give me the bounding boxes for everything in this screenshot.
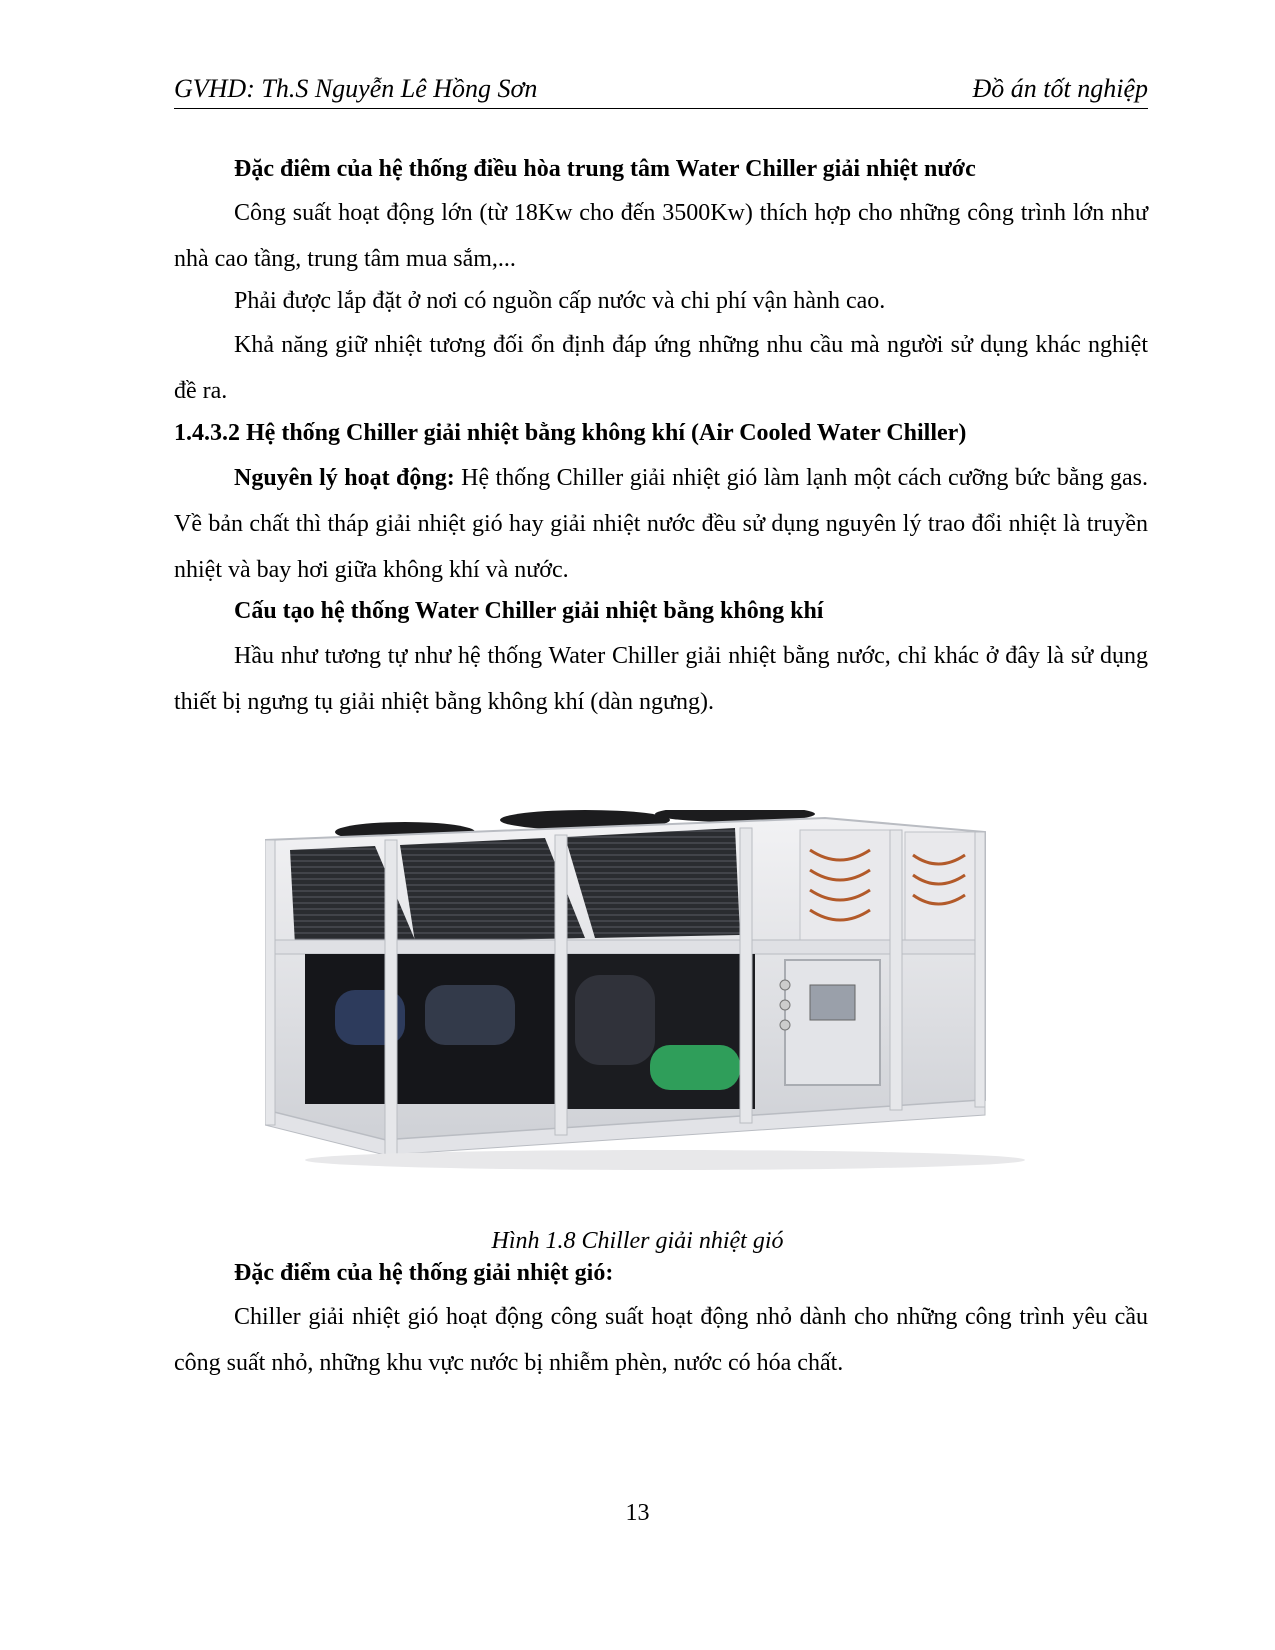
header-advisor: GVHD: Th.S Nguyễn Lê Hồng Sơn <box>174 74 538 103</box>
header-doc-type: Đồ án tốt nghiệp <box>972 74 1148 103</box>
heading-air-cooled-features: Đặc điểm của hệ thống giải nhiệt gió: <box>234 1260 614 1286</box>
heading-water-chiller-features: Đặc điêm của hệ thống điều hòa trung tâm Water Chiller giải nhiệt nước <box>234 156 976 182</box>
paragraph-principle <box>174 455 1148 593</box>
paragraph-capacity: Công suất hoạt động lớn (từ 18Kw cho đến 3500Kw) thích hợp cho những công trình lớn như nhà cao tầng, trung tâm mua sắm,... <box>174 200 1148 272</box>
chiller-image <box>265 810 1080 1180</box>
heading-structure: Cấu tạo hệ thống Water Chiller giải nhiệt bằng không khí <box>234 598 824 624</box>
paragraph-air-cooled: Chiller giải nhiệt gió hoạt động công suất hoạt động nhỏ dành cho những công trình yêu cầu công suất nhỏ, những khu vực nước bị nhiễm phèn, nước có hóa chất. <box>174 1304 1148 1376</box>
paragraph-structure: Hầu như tương tự như hệ thống Water Chiller giải nhiệt bằng nước, chỉ khác ở đây là sử dụng thiết bị ngưng tụ giải nhiệt bằng không khí (dàn ngưng). <box>174 643 1148 715</box>
page-header <box>174 72 1148 109</box>
paragraph-stability: Khả năng giữ nhiệt tương đối ổn định đáp ứng những nhu cầu mà người sử dụng khác nghiệt đề ra. <box>174 332 1148 404</box>
principle-label: Nguyên lý hoạt động: <box>234 465 455 491</box>
page-number: 13 <box>625 1500 650 1526</box>
paragraph-installation: Phải được lắp đặt ở nơi có nguồn cấp nước và chi phí vận hành cao. <box>234 288 886 314</box>
section-heading: 1.4.3.2 Hệ thống Chiller giải nhiệt bằng không khí (Air Cooled Water Chiller) <box>174 420 967 446</box>
principle-text: Hệ thống Chiller giải nhiệt gió làm lạnh một cách cưỡng bức bằng gas. Về bản chất thì tháp giải nhiệt gió hay giải nhiệt nước đều sử dụng nguyên lý trao đổi nhiệt là truyền nhiệt và bay hơi giữa không khí và nước. <box>174 465 1148 583</box>
figure-caption: Hình 1.8 Chiller giải nhiệt gió <box>491 1228 784 1254</box>
